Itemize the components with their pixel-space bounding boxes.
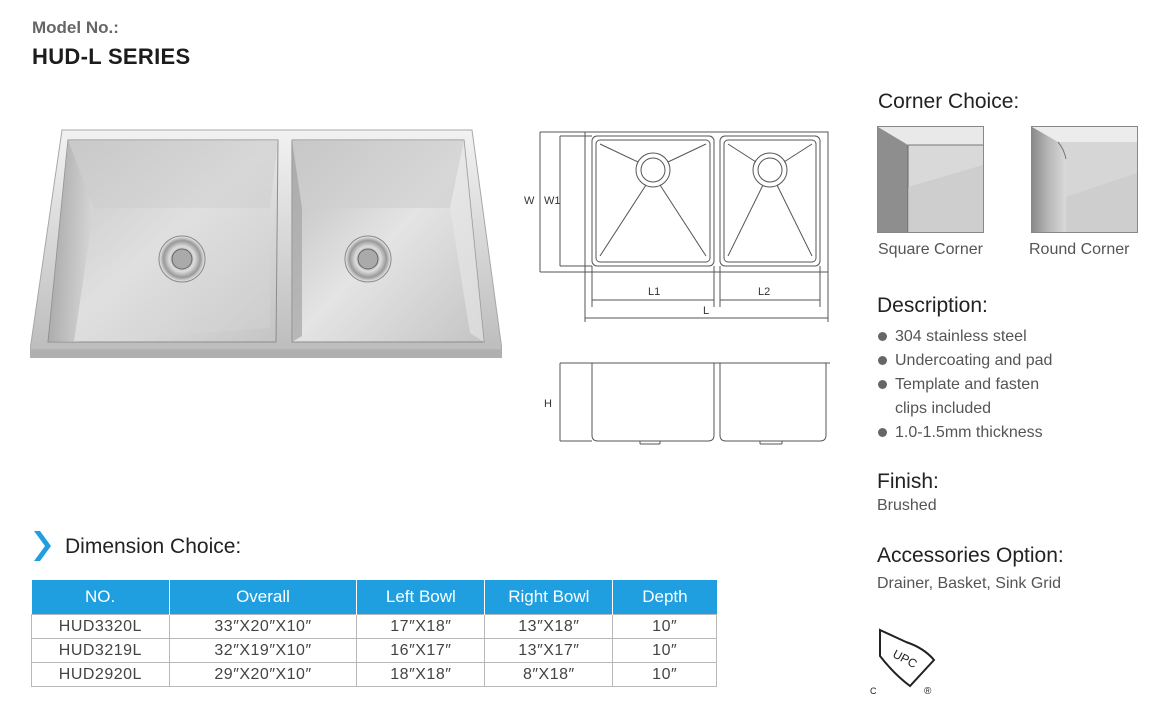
- square-corner-label: Square Corner: [878, 241, 983, 258]
- upc-c-mark: C: [870, 686, 877, 696]
- table-row: [32, 639, 717, 663]
- cell-model: HUD3320L: [32, 615, 170, 639]
- cell-left-bowl: 17″X18″: [357, 615, 485, 639]
- cell-depth: 10″: [613, 663, 717, 687]
- dim-label-l2: L2: [758, 286, 771, 298]
- sink-product-photo: [30, 128, 502, 358]
- dimension-choice-title: Dimension Choice:: [65, 535, 242, 558]
- registered-mark: ®: [924, 686, 932, 697]
- corner-choice-title: Corner Choice:: [878, 90, 1020, 113]
- cell-overall: 32″X19″X10″: [169, 639, 357, 663]
- description-list: [877, 325, 1157, 445]
- chevron-right-icon: [32, 530, 52, 562]
- cell-left-bowl: 18″X18″: [357, 663, 485, 687]
- description-item: 304 stainless steel: [877, 325, 1157, 349]
- technical-drawing-top-view: [520, 122, 840, 327]
- cell-right-bowl: 13″X18″: [485, 615, 613, 639]
- round-corner-image: [1031, 126, 1138, 233]
- cell-left-bowl: 16″X17″: [357, 639, 485, 663]
- cell-overall: 33″X20″X10″: [169, 615, 357, 639]
- column-header-depth: Depth: [613, 580, 717, 615]
- cell-depth: 10″: [613, 615, 717, 639]
- cell-depth: 10″: [613, 639, 717, 663]
- accessories-value: Drainer, Basket, Sink Grid: [877, 575, 1062, 592]
- column-header-right-bowl: Right Bowl: [485, 580, 613, 615]
- cell-right-bowl: 13″X17″: [485, 639, 613, 663]
- upc-certification-logo: [866, 626, 946, 702]
- table-header-row: [32, 580, 717, 615]
- finish-title: Finish:: [877, 470, 939, 493]
- cell-right-bowl: 8″X18″: [485, 663, 613, 687]
- column-header-left-bowl: Left Bowl: [357, 580, 485, 615]
- table-row: [32, 663, 717, 687]
- dim-label-w1: W1: [544, 195, 561, 207]
- description-item: Template and fasten clips included: [877, 373, 1075, 421]
- dim-label-h: H: [544, 398, 552, 410]
- column-header-overall: Overall: [169, 580, 357, 615]
- model-number-label: Model No.:: [32, 18, 119, 37]
- technical-drawing-side-view: [520, 355, 840, 455]
- description-title: Description:: [877, 294, 988, 317]
- description-item: 1.0-1.5mm thickness: [877, 421, 1157, 445]
- dimension-table: [31, 580, 717, 687]
- dim-label-l1: L1: [648, 286, 661, 298]
- accessories-title: Accessories Option:: [877, 544, 1064, 567]
- cell-model: HUD2920L: [32, 663, 170, 687]
- upc-text: UPC: [890, 646, 920, 672]
- dim-label-w: W: [524, 195, 535, 207]
- square-corner-image: [877, 126, 984, 233]
- dim-label-l: L: [703, 305, 710, 317]
- round-corner-label: Round Corner: [1029, 241, 1130, 258]
- table-row: [32, 615, 717, 639]
- description-item: Undercoating and pad: [877, 349, 1157, 373]
- cell-model: HUD3219L: [32, 639, 170, 663]
- finish-value: Brushed: [877, 497, 937, 514]
- column-header-no: NO.: [32, 580, 170, 615]
- series-title: HUD-L SERIES: [32, 44, 191, 69]
- cell-overall: 29″X20″X10″: [169, 663, 357, 687]
